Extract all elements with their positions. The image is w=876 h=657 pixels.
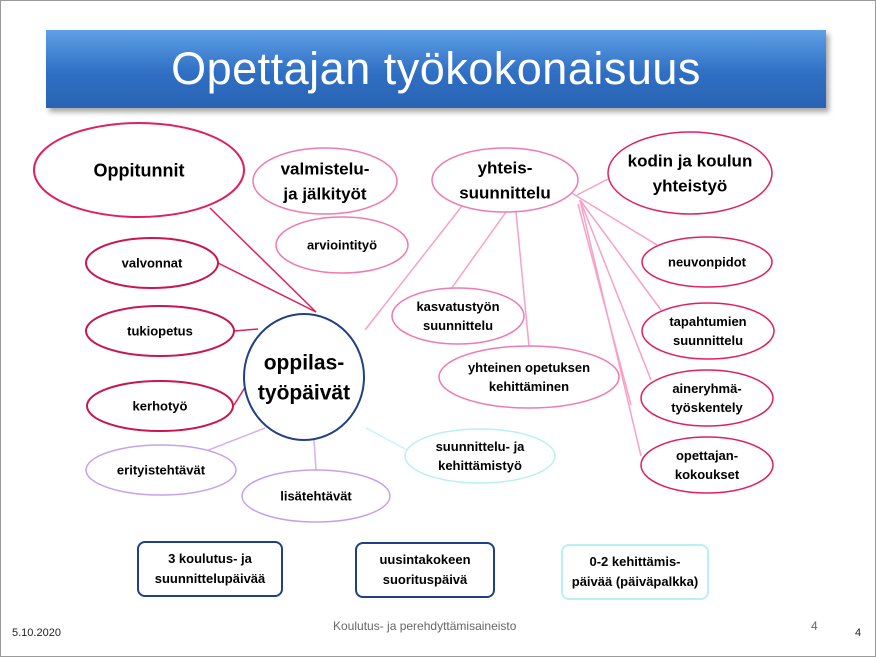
- node-suunnittelukehittamis-ellipse: [405, 429, 555, 483]
- node-tukiopetus: [86, 306, 234, 356]
- node-tukiopetus-label: tukiopetus: [127, 323, 193, 339]
- node-yhteissuunnittelu-label: yhteis-: [477, 158, 533, 178]
- node-kerhotyo: [87, 381, 233, 431]
- connector-line: [366, 428, 407, 450]
- node-kodin-label: yhteistyö: [652, 176, 728, 196]
- node-kasvatustyon: [392, 288, 524, 344]
- connector-line: [580, 200, 651, 380]
- node-lisatehtavat: [242, 470, 390, 522]
- node-aineryhma-ellipse: [641, 370, 773, 426]
- node-erityistehtavat-label: erityistehtävät: [116, 462, 206, 478]
- node-neuvonpidot: [642, 237, 772, 287]
- node-suunnittelukehittamis-label: suunnittelu- ja: [435, 439, 525, 455]
- node-aineryhma: [641, 370, 773, 426]
- node-opettajan-label: opettajan-: [675, 448, 739, 464]
- node-erityistehtavat: [86, 445, 236, 495]
- connector-line: [206, 428, 265, 451]
- node-suunnittelukehittamis: [405, 429, 555, 483]
- node-valmistelu-label: ja jälkityöt: [283, 184, 367, 204]
- connector-line: [314, 440, 316, 470]
- node-lisatehtavat-label: lisätehtävät: [280, 488, 352, 504]
- connector-line: [218, 263, 316, 312]
- footer-center-text: Koulutus- ja perehdyttämisaineisto: [333, 619, 517, 633]
- node-opettajan-label: kokoukset: [674, 467, 740, 483]
- node-arviointi: [276, 217, 408, 273]
- node-valmistelu: [253, 148, 397, 214]
- node-aineryhma-label: aineryhmä-: [672, 381, 742, 397]
- footer-slide-number: 4: [855, 627, 862, 639]
- node-yhteissuunnittelu-label: suunnittelu: [459, 183, 551, 203]
- node-valvonnat: [86, 238, 218, 288]
- node-tapahtumien: [642, 303, 774, 359]
- node-kasvatustyon-label: kasvatustyön: [416, 299, 500, 315]
- node-kasvatustyon-ellipse: [392, 288, 524, 344]
- footer-page-number: 4: [811, 619, 818, 633]
- node-neuvonpidot-label: neuvonpidot: [668, 254, 746, 270]
- node-oppitunnit-label: Oppitunnit: [93, 160, 185, 181]
- center-node-label: työpäivät: [257, 381, 351, 405]
- node-opettajan-ellipse: [641, 437, 773, 493]
- koulutuspaivat-box: 3 koulutus- ja suunnittelupäivää: [137, 541, 283, 597]
- node-tapahtumien-label: tapahtumien: [669, 314, 747, 330]
- node-tapahtumien-label: suunnittelu: [672, 333, 744, 349]
- connector-line: [451, 212, 506, 289]
- uusintakoe-box: uusintakokeen suorituspäivä: [355, 542, 495, 598]
- node-aineryhma-label: työskentely: [671, 400, 743, 416]
- connector-line: [234, 329, 258, 331]
- node-kodin-ellipse: [608, 132, 772, 214]
- node-yhteinen: [439, 346, 619, 408]
- node-yhteinen-label: yhteinen opetuksen: [467, 360, 591, 376]
- node-kodin: [608, 132, 772, 214]
- slide-title: Opettajan työkokonaisuus: [171, 43, 701, 94]
- center-node-label: oppilas-: [263, 351, 345, 375]
- node-valmistelu-label: valmistelu-: [280, 159, 370, 179]
- node-kerhotyo-label: kerhotyö: [132, 398, 188, 414]
- center-node: [244, 314, 364, 440]
- kehittamispaivat-box: 0-2 kehittämis- päivää (päiväpalkka): [561, 544, 709, 600]
- node-oppitunnit: [34, 123, 244, 217]
- node-yhteinen-ellipse: [439, 346, 619, 408]
- node-yhteissuunnittelu: [432, 148, 578, 212]
- node-kodin-label: kodin ja koulun: [627, 151, 753, 171]
- node-suunnittelukehittamis-label: kehittämistyö: [438, 458, 522, 474]
- connector-line: [577, 179, 608, 195]
- footer-date: 5.10.2020: [12, 627, 61, 639]
- node-arviointi-label: arviointityö: [306, 237, 378, 253]
- node-tapahtumien-ellipse: [642, 303, 774, 359]
- node-valvonnat-label: valvonnat: [121, 255, 183, 271]
- node-kasvatustyon-label: suunnittelu: [422, 318, 494, 334]
- node-valmistelu-ellipse: [253, 148, 397, 214]
- center-node-ellipse: [244, 314, 364, 440]
- node-opettajan: [641, 437, 773, 493]
- node-yhteinen-label: kehittäminen: [488, 379, 570, 395]
